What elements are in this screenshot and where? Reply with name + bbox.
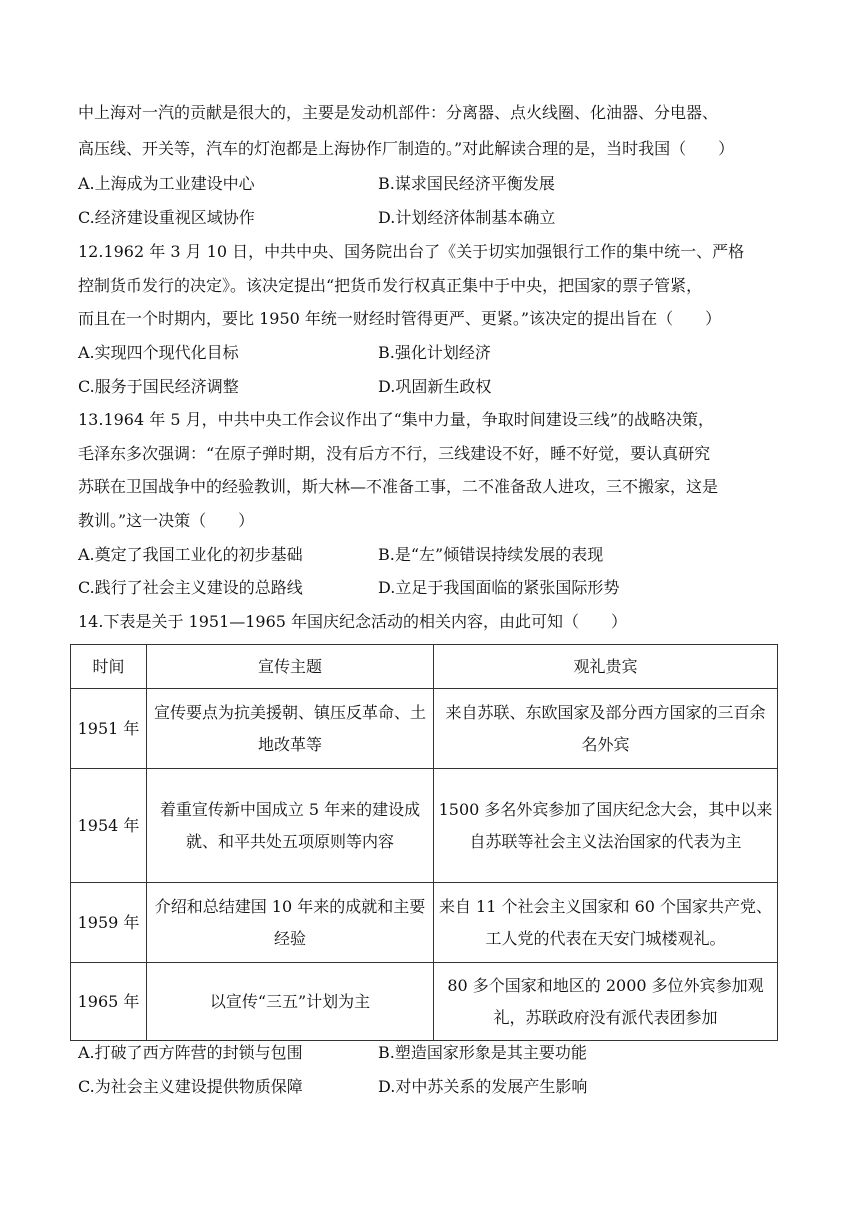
q12-option-b[interactable]: B.强化计划经济: [378, 343, 491, 362]
table-cell-guests: 来自苏联、东欧国家及部分西方国家的三百余名外宾: [434, 689, 778, 769]
table-cell-theme: 宣传要点为抗美援朝、镇压反革命、土地改革等: [147, 689, 434, 769]
table-header-time: 时间: [71, 645, 147, 689]
q11-stem-line-1: 中上海对一汽的贡献是很大的，主要是发动机部件：分离器、点火线圈、化油器、分电器、: [78, 103, 719, 122]
q12-option-d[interactable]: D.巩固新生政权: [378, 377, 492, 396]
table-cell-theme: 着重宣传新中国成立 5 年来的建设成就、和平共处五项原则等内容: [147, 769, 434, 883]
table-cell-year: 1965 年: [71, 963, 147, 1041]
table-header-row: [71, 645, 778, 689]
q11-option-b[interactable]: B.谋求国民经济平衡发展: [378, 174, 555, 193]
q12-option-a[interactable]: A.实现四个现代化目标: [78, 343, 239, 362]
table-cell-guests: 来自 11 个社会主义国家和 60 个国家共产党、工人党的代表在天安门城楼观礼。: [434, 883, 778, 963]
table-row: [71, 963, 778, 1041]
q12-stem-line-1: 12.1962 年 3 月 10 日，中共中央、国务院出台了《关于切实加强银行工作的集中统一、严格: [78, 242, 745, 261]
q11-option-d[interactable]: D.计划经济体制基本确立: [378, 208, 556, 227]
table-cell-guests: 80 多个国家和地区的 2000 多位外宾参加观礼，苏联政府没有派代表团参加: [434, 963, 778, 1041]
q13-option-c[interactable]: C.践行了社会主义建设的总路线: [78, 578, 303, 597]
table-cell-theme: 以宣传“三五”计划为主: [147, 963, 434, 1041]
table-cell-guests: 1500 多名外宾参加了国庆纪念大会，其中以来自苏联等社会主义法治国家的代表为主: [434, 769, 778, 883]
table-header-guests: 观礼贵宾: [434, 645, 778, 689]
q11-option-c[interactable]: C.经济建设重视区域协作: [78, 208, 255, 227]
q13-stem-line-2: 毛泽东多次强调：“在原子弹时期，没有后方不行，三线建设不好，睡不好觉，要认真研究: [78, 444, 711, 463]
q14-table: [70, 644, 778, 1041]
q12-stem-line-3: 而且在一个时期内，要比 1950 年统一财经时管得更严、更紧。”该决定的提出旨在（ ）: [78, 309, 722, 328]
q13-stem-line-3: 苏联在卫国战争中的经验教训，斯大林—不准备工事，二不准备敌人进攻，三不搬家，这是: [78, 477, 719, 496]
q14-stem: 14.下表是关于 1951—1965 年国庆纪念活动的相关内容，由此可知（ ）: [78, 612, 628, 631]
table-row: [71, 689, 778, 769]
table-cell-year: 1954 年: [71, 769, 147, 883]
q11-option-a[interactable]: A.上海成为工业建设中心: [78, 174, 255, 193]
table-row: [71, 769, 778, 883]
q14-option-a[interactable]: A.打破了西方阵营的封锁与包围: [78, 1043, 303, 1062]
table-header-theme: 宣传主题: [147, 645, 434, 689]
q13-stem-line-4: 教训。”这一决策（ ）: [78, 511, 255, 530]
q13-option-a[interactable]: A.奠定了我国工业化的初步基础: [78, 545, 303, 564]
q14-option-d[interactable]: D.对中苏关系的发展产生影响: [378, 1077, 588, 1096]
q14-option-b[interactable]: B.塑造国家形象是其主要功能: [378, 1043, 587, 1062]
q14-option-c[interactable]: C.为社会主义建设提供物质保障: [78, 1077, 303, 1096]
q12-stem-line-2: 控制货币发行的决定》。该决定提出“把货币发行权真正集中于中央，把国家的票子管紧，: [78, 276, 703, 295]
table-cell-year: 1959 年: [71, 883, 147, 963]
q13-stem-line-1: 13.1964 年 5 月，中共中央工作会议作出了“集中力量，争取时间建设三线”的战略决策，: [78, 410, 714, 429]
table-row: [71, 883, 778, 963]
table-cell-theme: 介绍和总结建国 10 年来的成就和主要经验: [147, 883, 434, 963]
table-cell-year: 1951 年: [71, 689, 147, 769]
q13-option-b[interactable]: B.是“左”倾错误持续发展的表现: [378, 545, 604, 564]
q11-stem-line-2: 高压线、开关等，汽车的灯泡都是上海协作厂制造的。”对此解读合理的是，当时我国（ ）: [78, 139, 735, 158]
q12-option-c[interactable]: C.服务于国民经济调整: [78, 377, 239, 396]
q13-option-d[interactable]: D.立足于我国面临的紧张国际形势: [378, 578, 620, 597]
